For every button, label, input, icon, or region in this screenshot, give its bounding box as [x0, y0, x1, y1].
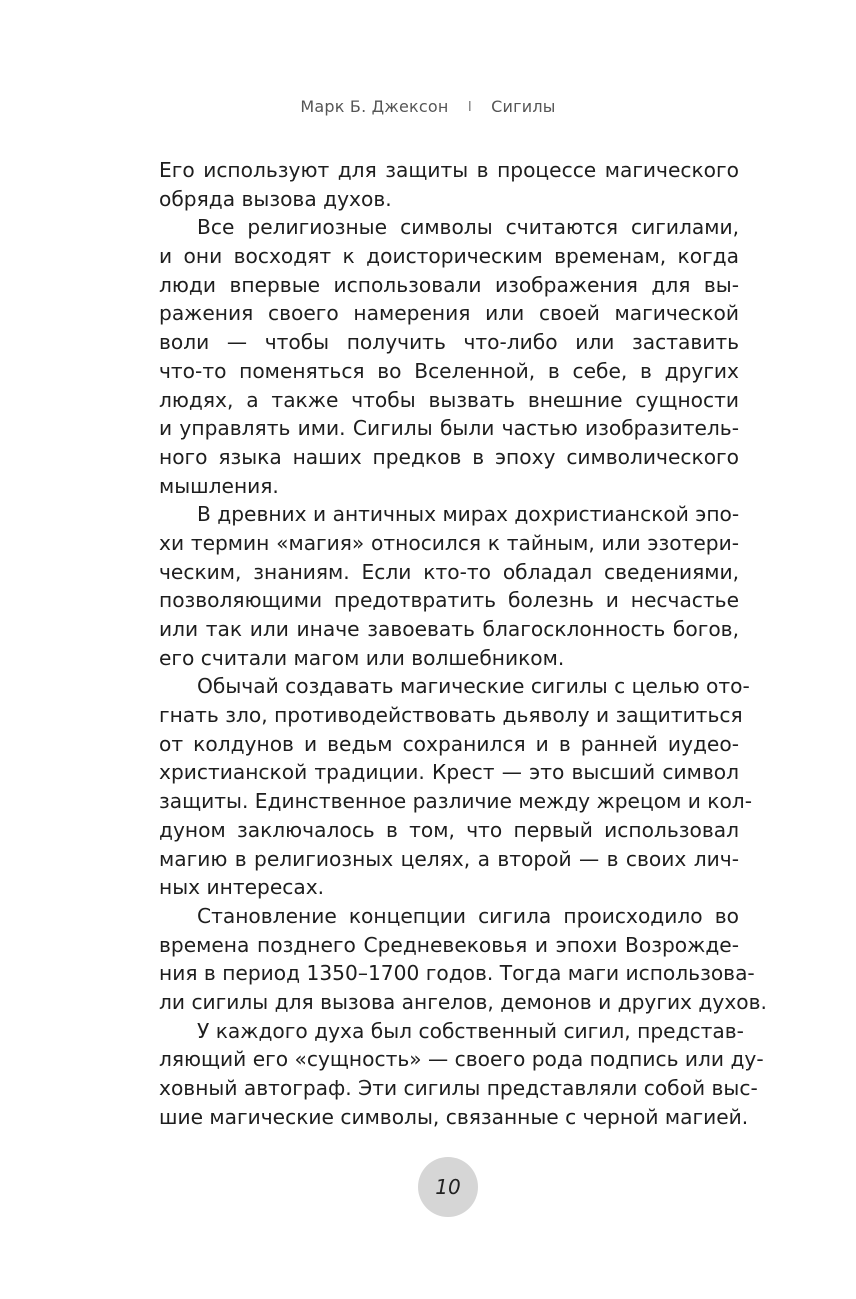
header-author: Марк Б. Джексон	[300, 97, 449, 116]
text-line: ляющий его «сущность» — своего рода подпись или ду-	[159, 1047, 764, 1072]
paragraph	[159, 672, 752, 902]
text-line: Обычай создавать магические сигилы с целью ото-	[197, 674, 750, 699]
body-text	[159, 156, 767, 1131]
text-line: гнать зло, противодействовать дьяволу и защититься	[159, 703, 743, 728]
header-book-title: Сигилы	[491, 97, 556, 116]
text-line: ных интересах.	[159, 875, 325, 900]
text-line: обряда вызова духов.	[159, 186, 392, 211]
text-line: времена позднего Средневековья и эпохи Возрожде-	[159, 932, 739, 957]
header-separator: I	[467, 100, 472, 115]
text-line: христианской традиции. Крест — это высший символ	[159, 760, 739, 785]
text-line: или так или иначе завоевать благосклонность богов,	[159, 617, 739, 641]
paragraph	[159, 156, 739, 213]
running-header	[0, 97, 856, 116]
text-line: ражения своего намерения или своей магической	[159, 301, 739, 326]
paragraph	[159, 902, 767, 1017]
text-line: люди впервые использовали изображения для вы-	[159, 272, 739, 297]
text-line: В древних и античных мирах дохристианской эпо-	[197, 502, 740, 527]
text-line: ного языка наших предков в эпоху символического	[159, 444, 739, 469]
text-line: мышления.	[159, 473, 279, 498]
text-line: от колдунов и ведьм сохранился и в ранней иудео-	[159, 731, 739, 756]
text-line: ли сигилы для вызова ангелов, демонов и других духов.	[159, 989, 767, 1014]
text-line: его считали магом или волшебником.	[159, 645, 565, 670]
text-line: ховный автограф. Эти сигилы представляли собой выс-	[159, 1076, 758, 1100]
text-line: Становление концепции сигила происходило во	[197, 903, 739, 928]
text-line: что-то поменяться во Вселенной, в себе, в других	[159, 358, 739, 383]
page-number-label: 10	[435, 1175, 461, 1199]
paragraph	[159, 500, 739, 672]
text-line: и управлять ими. Сигилы были частью изобразитель-	[159, 416, 739, 441]
page-number	[418, 1157, 478, 1217]
text-line: Все религиозные символы считаются сигилами,	[197, 215, 739, 240]
text-line: ния в период 1350–1700 годов. Тогда маги использова-	[159, 961, 755, 986]
text-line: дуном заключалось в том, что первый использовал	[159, 817, 739, 842]
text-line: воли — чтобы получить что-либо или заставить	[159, 330, 739, 355]
text-line: защиты. Единственное различие между жрецом и кол-	[159, 789, 752, 814]
paragraph	[159, 1017, 764, 1132]
text-line: хи термин «магия» относился к тайным, или эзотери-	[159, 530, 739, 555]
text-line: и они восходят к доисторическим временам, когда	[159, 244, 739, 269]
text-line: шие магические символы, связанные с черной магией.	[159, 1104, 749, 1129]
text-line: магию в религиозных целях, а второй — в своих лич-	[159, 846, 739, 871]
text-line: У каждого духа был собственный сигил, представ-	[197, 1018, 744, 1043]
text-line: людях, а также чтобы вызвать внешние сущности	[159, 387, 739, 412]
text-line: Его используют для защиты в процессе магического	[159, 158, 739, 182]
text-line: ческим, знаниям. Если кто-то обладал сведениями,	[159, 559, 739, 584]
text-line: позволяющими предотвратить болезнь и несчастье	[159, 588, 739, 613]
paragraph	[159, 213, 739, 500]
